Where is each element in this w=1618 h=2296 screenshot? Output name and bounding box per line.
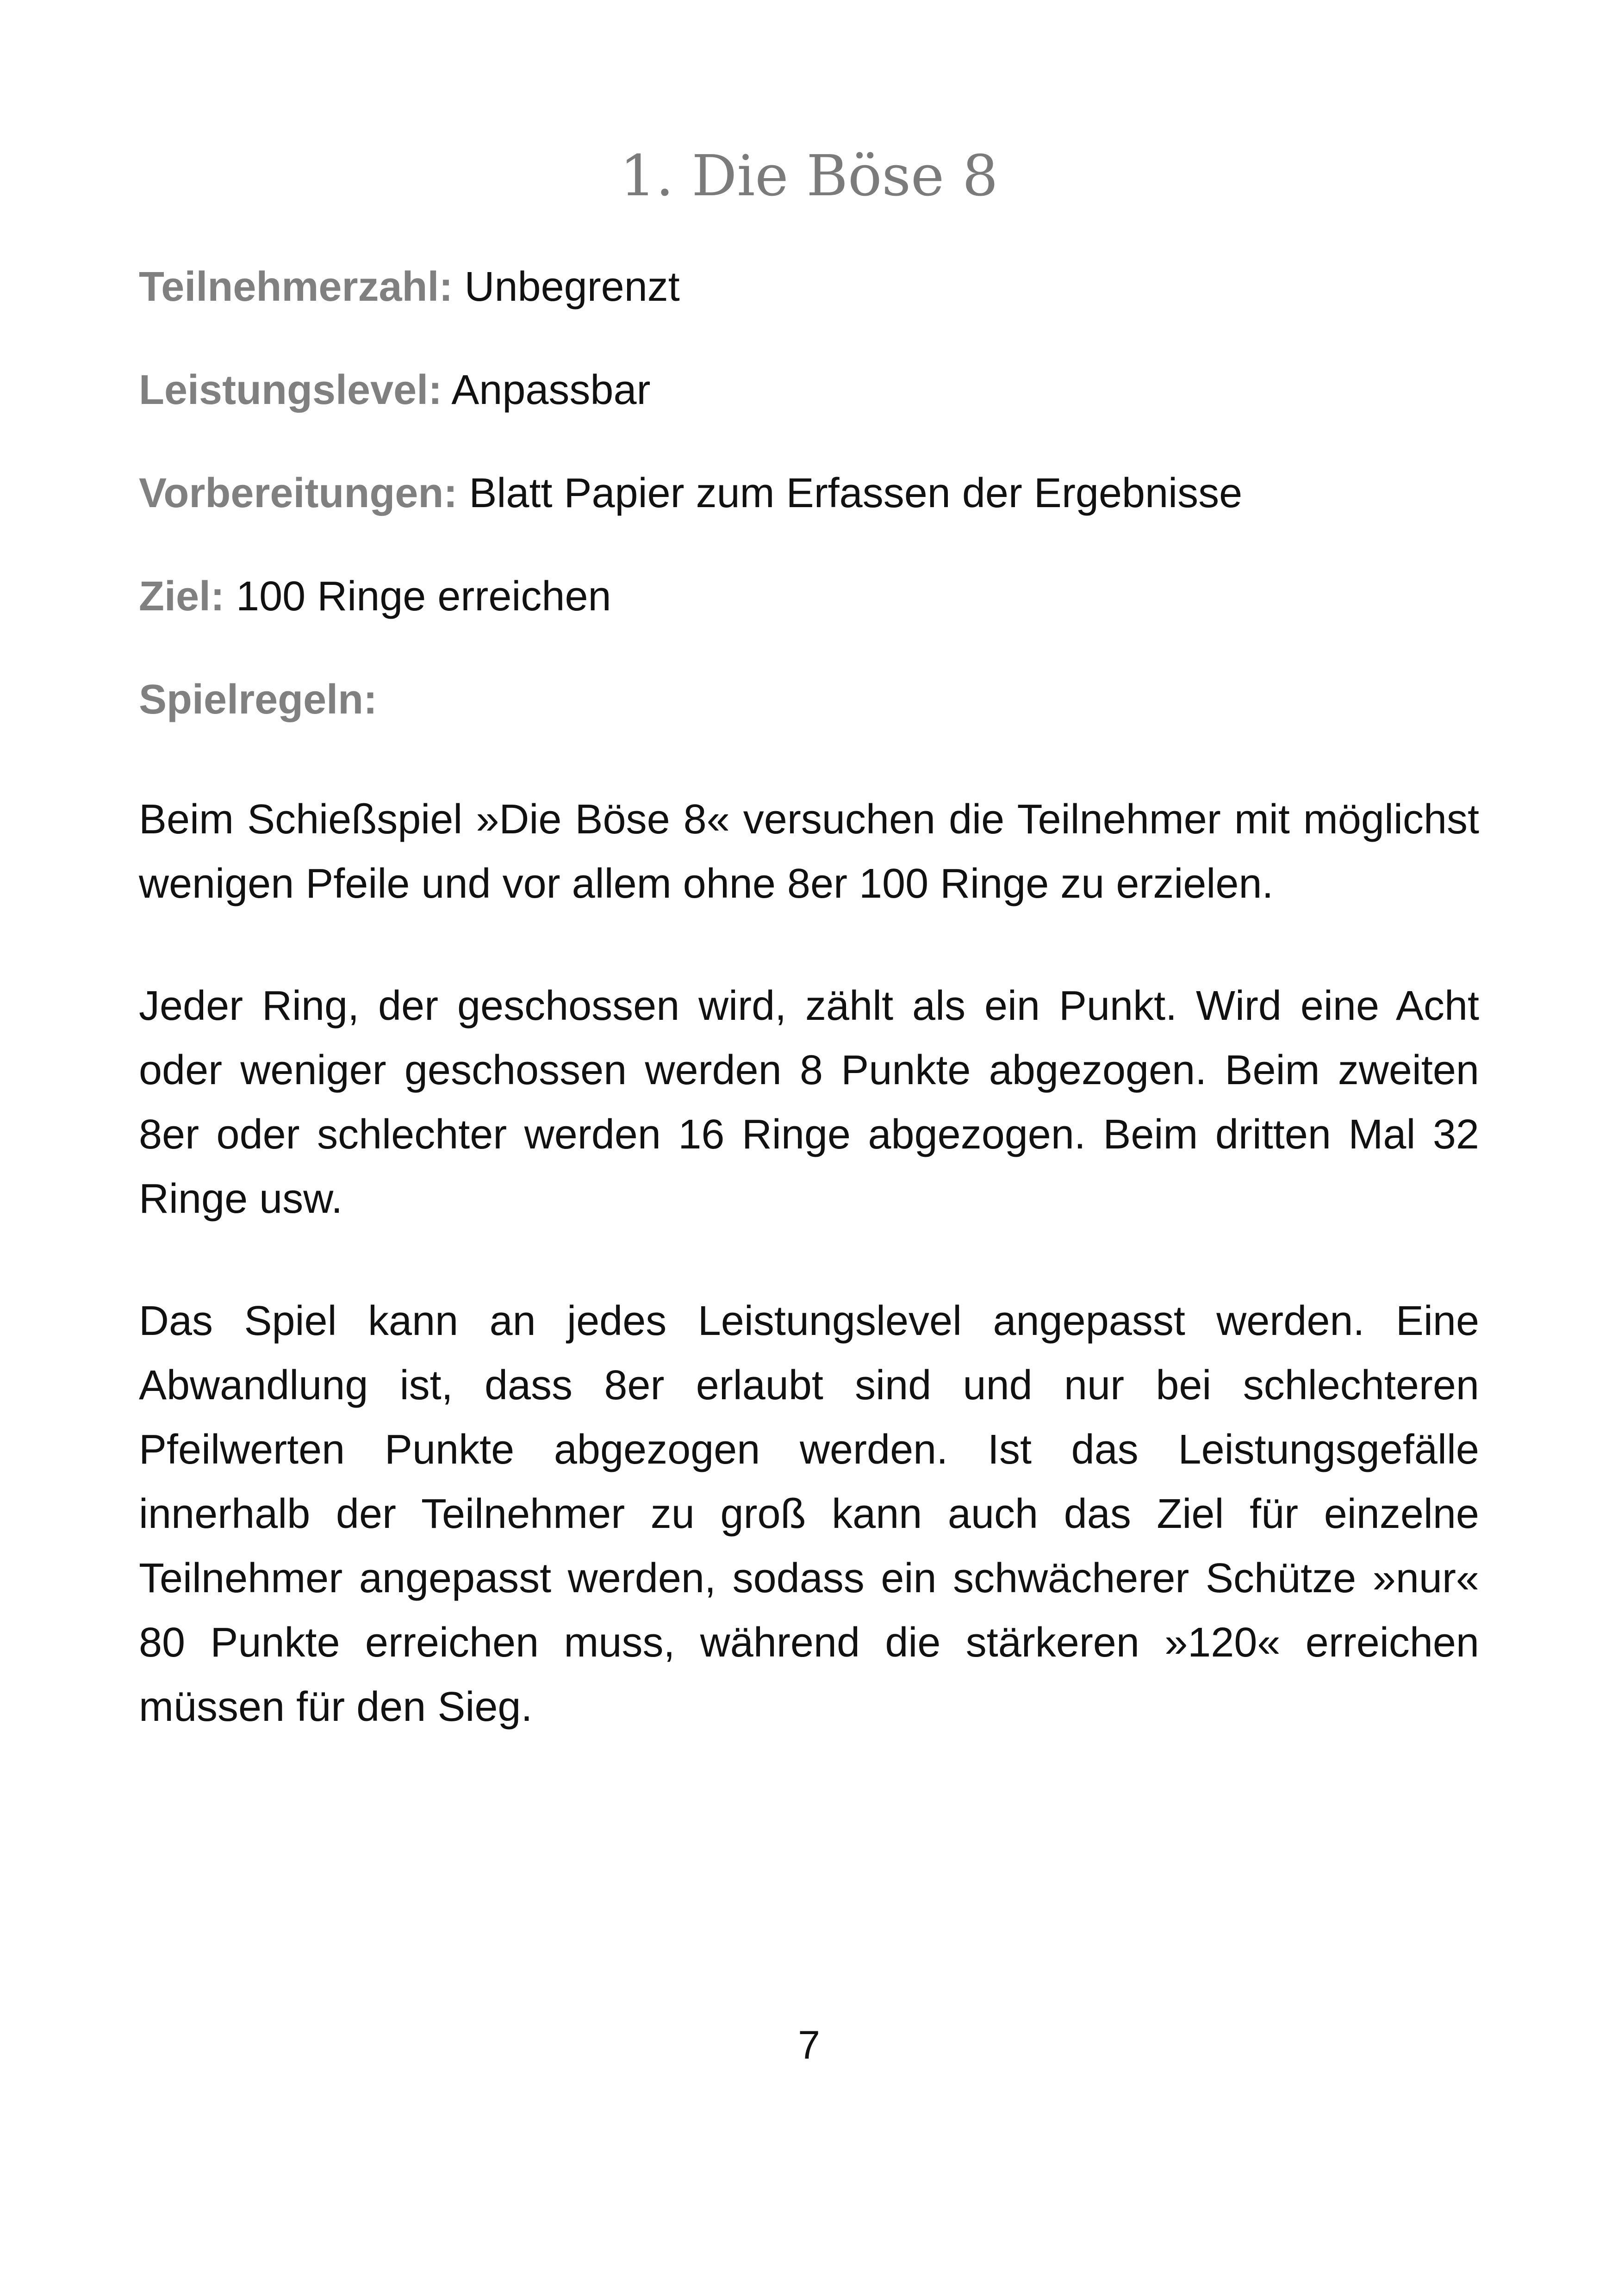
meta-level-value: Anpassbar <box>451 367 651 413</box>
meta-participants <box>139 259 1481 315</box>
meta-preparation-label: Vorbereitungen: <box>139 470 458 516</box>
meta-goal-value: 100 Ringe erreichen <box>236 573 611 620</box>
meta-goal <box>139 569 1481 624</box>
meta-preparation <box>139 465 1481 521</box>
meta-preparation-value: Blatt Papier zum Erfassen der Ergebnisse <box>469 470 1243 516</box>
rules-paragraph-variants: Das Spiel kann an jedes Leistungslevel angepasst werden. Eine Abwandlung ist, dass 8er erlaubt sind und nur bei schlechteren Pfeilwerten Punkte abgezogen werden. Ist das Leistungsgefälle innerhalb der Teilnehmer zu groß kann auch das Ziel für einzelne Teilnehmer angepasst werden, sodass ein schwächerer Schütze »nur« 80 Punkte erreichen muss, während die stärkeren »120« erreichen müssen für den Sieg. <box>139 1298 1479 1730</box>
page-number: 7 <box>798 2023 820 2067</box>
meta-participants-label: Teilnehmerzahl: <box>139 264 453 310</box>
meta-participants-value: Unbegrenzt <box>464 264 680 310</box>
rules-paragraph-scoring: Jeder Ring, der geschossen wird, zählt als ein Punkt. Wird eine Acht oder weniger geschossen werden 8 Punkte abgezogen. Beim zweiten 8er oder schlechter werden 16 Ringe abgezogen. Beim dritten Mal 32 Ringe usw. <box>139 983 1479 1222</box>
rules-paragraph-intro: Beim Schießspiel »Die Böse 8« versuchen die Teilnehmer mit möglichst wenigen Pfeile und vor allem ohne 8er 100 Ringe zu erzielen. <box>139 796 1479 907</box>
meta-rules <box>139 672 1481 727</box>
meta-level-label: Leistungslevel: <box>139 367 442 413</box>
page-title: 1. Die Böse 8 <box>620 143 998 209</box>
meta-rules-label: Spielregeln: <box>139 676 378 723</box>
meta-level <box>139 362 1481 418</box>
meta-goal-label: Ziel: <box>139 573 225 620</box>
